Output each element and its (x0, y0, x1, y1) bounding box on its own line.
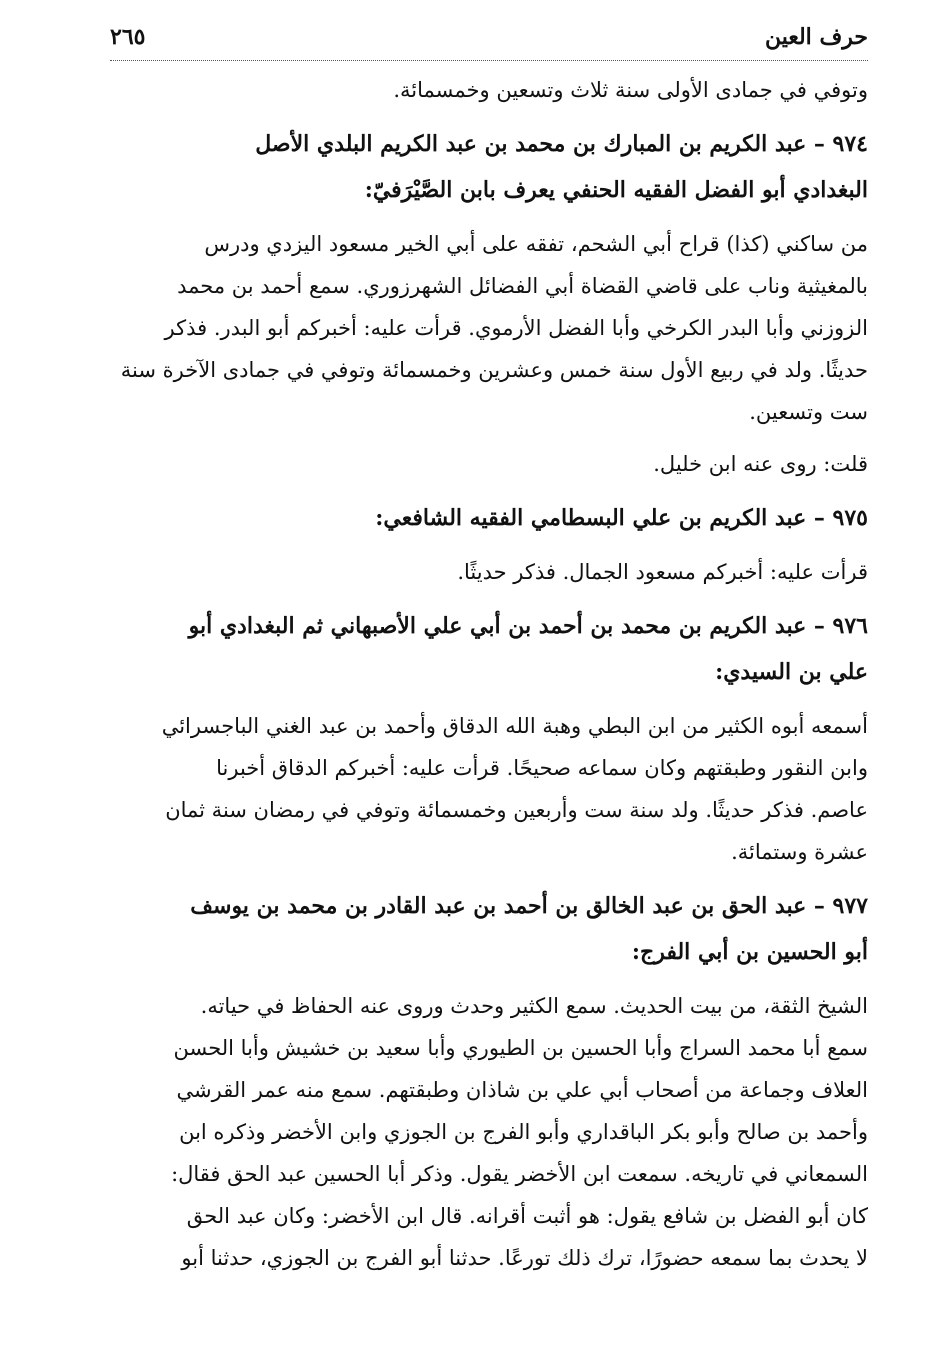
page-number: ٢٦٥ (110, 24, 146, 50)
text-line: وابن النقور وطبقتهم وكان سماعه صحيحًا. قرأت عليه: أخبركم الدقاق أخبرنا (216, 756, 868, 780)
text-line: قلت: روى عنه ابن خليل. (653, 452, 868, 476)
text-line: لا يحدث بما سمعه حضورًا، ترك ذلك تورعًا. حدثنا أبو الفرج بن الجوزي، حدثنا أبو (181, 1246, 868, 1270)
text-line: عاصم. فذكر حديثًا. ولد سنة ست وأربعين وخمسمائة وتوفي في رمضان سنة ثمان (165, 798, 868, 822)
heading-line: أبو الحسين بن أبي الفرج: (631, 939, 868, 965)
text-line: بالمغيثية وناب على قاضي القضاة أبي الفضائل الشهرزوري. سمع أحمد بن محمد (177, 274, 868, 298)
entry-heading (110, 603, 868, 695)
paragraph (110, 223, 868, 433)
header-title: حرف العين (764, 24, 868, 50)
paragraph (110, 985, 868, 1279)
entry-heading (110, 883, 868, 975)
heading-line: علي بن السيدي: (715, 659, 868, 685)
text-line: وتوفي في جمادى الأولى سنة ثلاث وتسعين وخمسمائة. (393, 78, 868, 102)
heading-line: ٩٧٤ – عبد الكريم بن المبارك بن محمد بن عبد الكريم البلدي الأصل (255, 131, 868, 157)
entry-heading (110, 495, 868, 541)
heading-line: ٩٧٥ – عبد الكريم بن علي البسطامي الفقيه الشافعي: (375, 505, 868, 531)
text-line: عشرة وستمائة. (731, 840, 868, 864)
text-line: أسمعه أبوه الكثير من ابن البطي وهبة الله الدقاق وأحمد بن عبد الغني الباجسرائي (161, 714, 868, 738)
paragraph (110, 705, 868, 873)
heading-line: ٩٧٦ – عبد الكريم بن محمد بن أحمد بن أبي علي الأصبهاني ثم البغدادي أبو (188, 613, 868, 639)
text-line: كان أبو الفضل بن شافع يقول: هو أثبت أقرانه. قال ابن الأخضر: وكان عبد الحق (186, 1204, 868, 1228)
text-line: من ساكني (كذا) قراح أبي الشحم، تفقه على أبي الخير مسعود اليزدي ودرس (204, 232, 868, 256)
heading-line: البغدادي أبو الفضل الفقيه الحنفي يعرف بابن الصَّيْرَفيّ: (364, 177, 868, 203)
text-line: قرأت عليه: أخبركم مسعود الجمال. فذكر حديثًا. (457, 560, 868, 584)
text-line: الزوزني وأبا البدر الكرخي وأبا الفضل الأرموي. قرأت عليه: أخبركم أبو البدر. فذكر (164, 316, 868, 340)
heading-line: ٩٧٧ – عبد الحق بن عبد الخالق بن أحمد بن عبد القادر بن محمد بن يوسف (190, 893, 868, 919)
paragraph (110, 443, 868, 485)
text-line: الشيخ الثقة، من بيت الحديث. سمع الكثير وحدث وروى عنه الحفاظ في حياته. (200, 994, 868, 1018)
text-line: ست وتسعين. (749, 400, 868, 424)
text-line: السمعاني في تاريخه. سمعت ابن الأخضر يقول. وذكر أبا الحسين عبد الحق فقال: (171, 1162, 868, 1186)
text-line: سمع أبا محمد السراج وأبا الحسين بن الطيوري وأبا سعيد بن خشيش وأبا الحسن (173, 1036, 868, 1060)
text-line: حديثًا. ولد في ربيع الأول سنة خمس وعشرين وخمسمائة وتوفي في جمادى الآخرة سنة (120, 358, 868, 382)
page-header (110, 24, 868, 61)
paragraph (110, 551, 868, 593)
paragraph (110, 69, 868, 111)
text-line: العلاف وجماعة من أصحاب أبي علي بن شاذان وطبقتهم. سمع منه عمر القرشي (176, 1078, 868, 1102)
entry-heading (110, 121, 868, 213)
text-line: وأحمد بن صالح وأبو بكر الباقداري وأبو الفرج بن الجوزي وابن الأخضر وذكره ابن (179, 1120, 868, 1144)
page-body (110, 69, 868, 1279)
